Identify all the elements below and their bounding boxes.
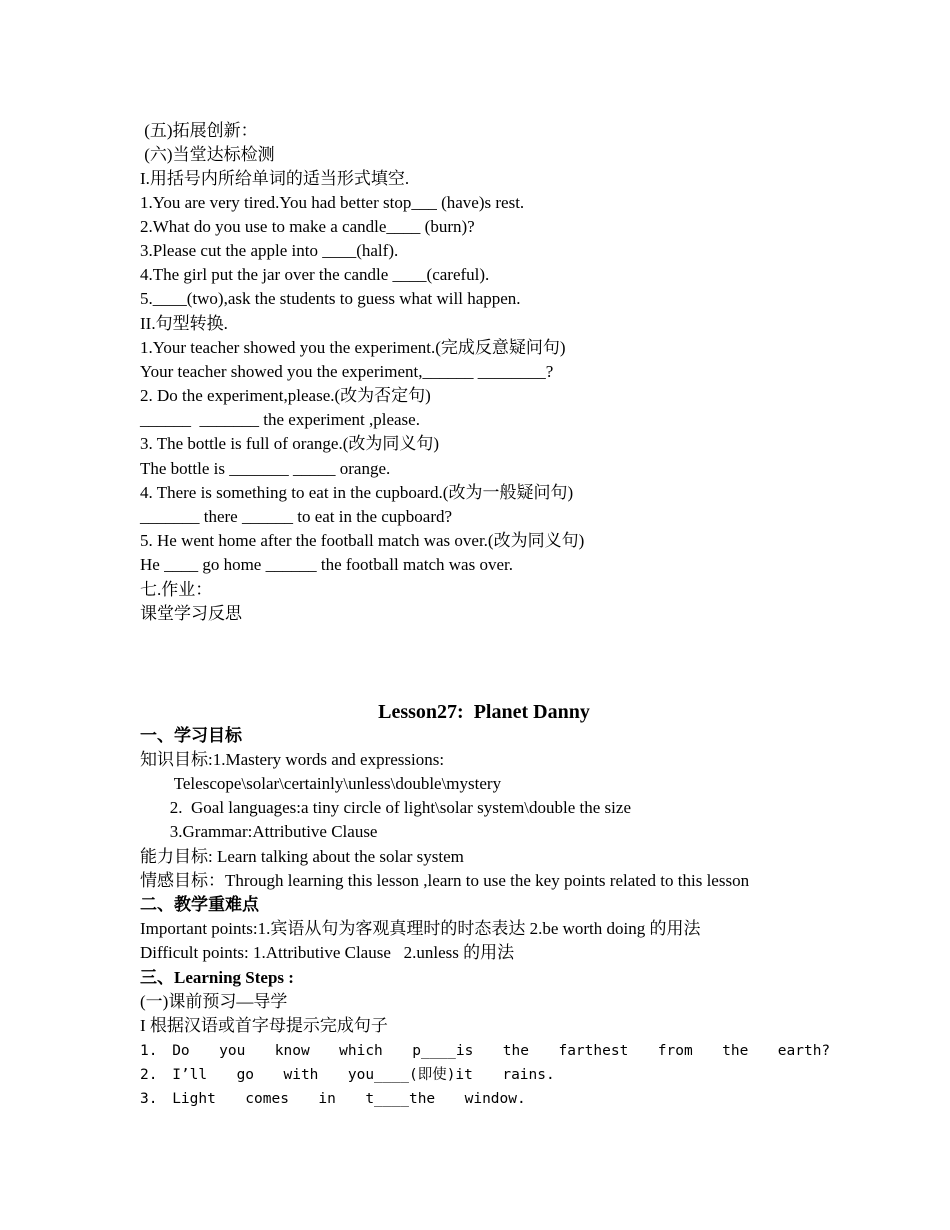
exercise-item: 2.What do you use to make a candle____ (burn)?	[140, 217, 475, 236]
exercise-item: 4.The girl put the jar over the candle ____(careful).	[140, 265, 490, 284]
exercise-item: _______ there ______ to eat in the cupboard?	[140, 507, 453, 526]
exercise-item: 1. Do you know which p____is the farthest from the earth?	[140, 1043, 831, 1059]
exercise-item: 3.Please cut the apple into ____(half).	[140, 241, 399, 260]
section-heading: (六)当堂达标检测	[140, 145, 275, 164]
exercise-item: 1.You are very tired.You had better stop___ (have)s rest.	[140, 193, 525, 212]
exercise-item: 1.Your teacher showed you the experiment.(完成反意疑问句)	[140, 338, 566, 357]
section-heading: 课堂学习反思	[140, 604, 242, 623]
objective-line: 3.Grammar:Attributive Clause	[140, 822, 378, 841]
exercise-item: He ____ go home ______ the football match was over.	[140, 555, 513, 574]
lesson-title: Lesson27: Planet Danny	[378, 701, 590, 723]
section-heading: 七.作业：	[140, 580, 213, 599]
section-heading: (五)拓展创新：	[140, 121, 258, 140]
objective-line: 2. Goal languages:a tiny circle of light\solar system\double the size	[140, 798, 631, 817]
exercise-item: ______ _______ the experiment ,please.	[140, 410, 420, 429]
exercise-instruction: I 根据汉语或首字母提示完成句子	[140, 1016, 388, 1035]
exercise-item: 2. Do the experiment,please.(改为否定句)	[140, 386, 431, 405]
exercise-instruction: II.句型转换.	[140, 314, 228, 333]
objective-line: Telescope\solar\certainly\unless\double\mystery	[140, 774, 502, 793]
exercise-instruction: I.用括号内所给单词的适当形式填空.	[140, 169, 410, 188]
key-point-line: Important points:1.宾语从句为客观真理时的时态表达 2.be worth doing 的用法	[140, 919, 701, 938]
section-heading: 三、Learning Steps :	[140, 968, 294, 987]
exercise-item: 3. The bottle is full of orange.(改为同义句)	[140, 434, 440, 453]
exercise-item: 2. I’ll go with you____(即使)it rains.	[140, 1067, 555, 1083]
exercise-item: Your teacher showed you the experiment,______ ________?	[140, 362, 554, 381]
exercise-item: 5. He went home after the football match was over.(改为同义句)	[140, 531, 585, 550]
objective-line: 情感目标：Through learning this lesson ,learn to use the key points related to this lesson	[140, 871, 750, 890]
section-heading: 一、学习目标	[140, 726, 242, 745]
exercise-item: 5.____(two),ask the students to guess what will happen.	[140, 289, 521, 308]
section-heading: 二、教学重难点	[140, 895, 259, 914]
exercise-item: 3. Light comes in t____the window.	[140, 1091, 526, 1107]
step-heading: (一)课前预习—导学	[140, 992, 288, 1011]
objective-line: 能力目标: Learn talking about the solar system	[140, 847, 464, 866]
exercise-item: 4. There is something to eat in the cupboard.(改为一般疑问句)	[140, 483, 574, 502]
key-point-line: Difficult points: 1.Attributive Clause 2.unless 的用法	[140, 943, 515, 962]
objective-line: 知识目标:1.Mastery words and expressions:	[140, 750, 445, 769]
exercise-item: The bottle is _______ _____ orange.	[140, 459, 391, 478]
